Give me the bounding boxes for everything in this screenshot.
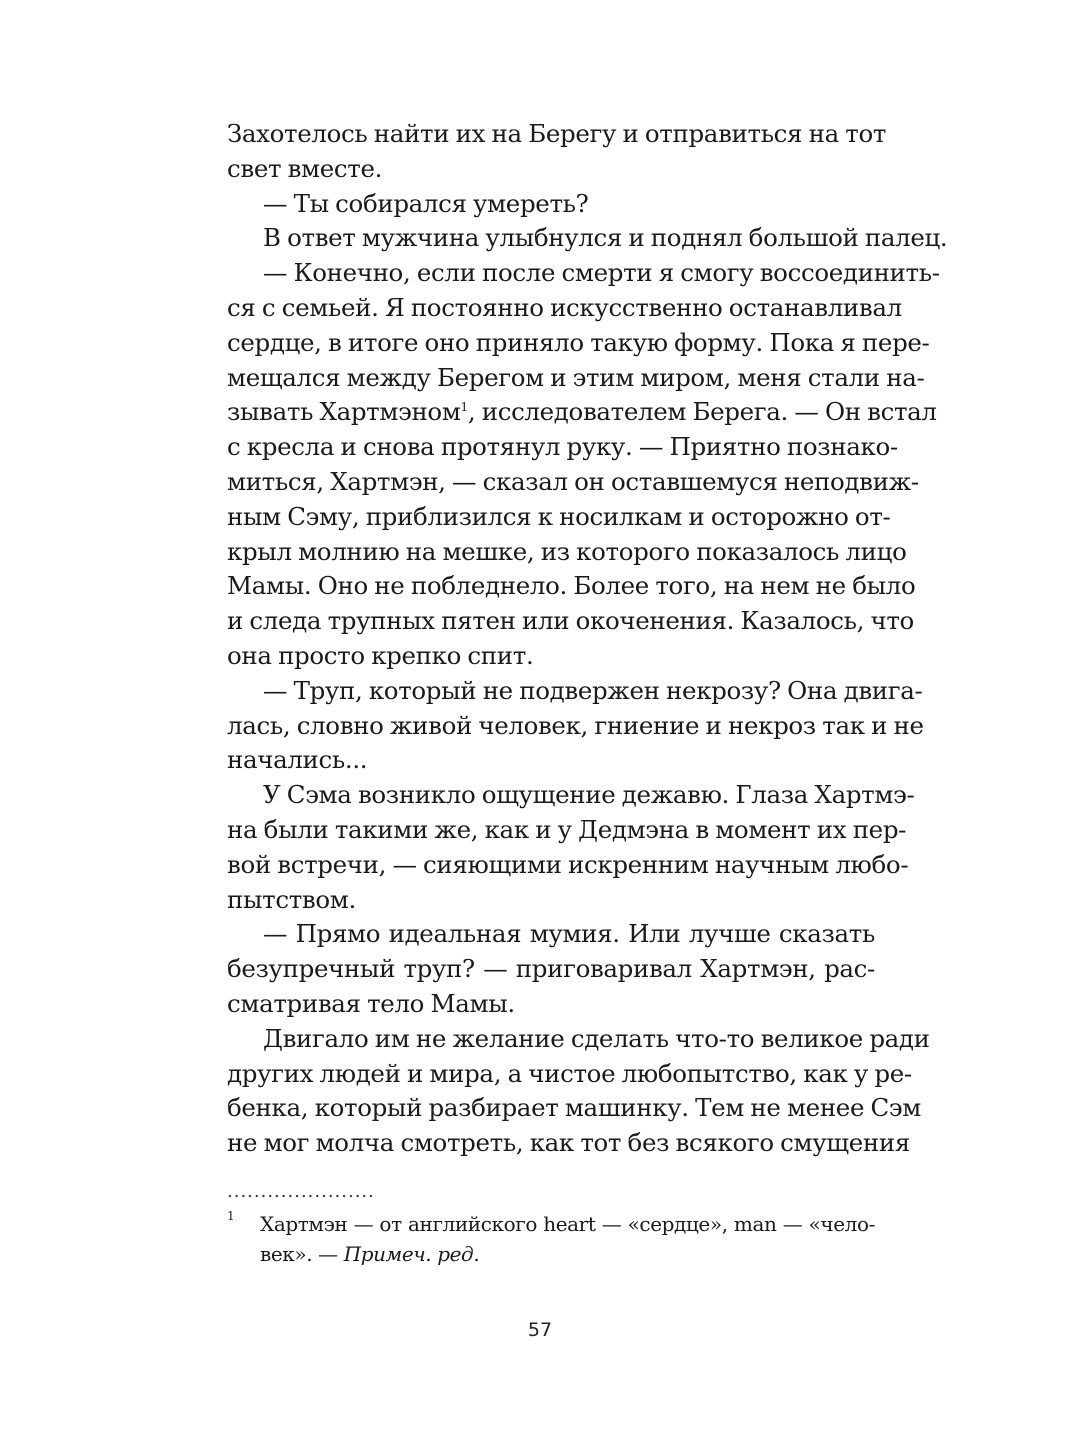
body-line-21: на были такими же, как и у Дедмэна в момент их пер- [227, 814, 907, 844]
body-line-3: — Ты собирался умереть? [263, 188, 589, 218]
body-line-9 [227, 395, 937, 430]
footnote-reference[interactable]: 1 [460, 400, 468, 415]
body-line-5: — Конечно, если после смерти я смогу воссоединить- [263, 258, 940, 288]
body-line-28: других людей и мира, а чистое любопытство, как у ре- [227, 1058, 912, 1088]
footnote-mark: 1 [227, 1209, 235, 1223]
body-text [227, 117, 948, 1161]
body-line-20: У Сэма возникло ощущение дежавю. Глаза Хартмэ- [263, 780, 915, 810]
body-line-9-tail: , исследователем Берега. — Он встал [467, 397, 937, 427]
body-line-27: Двигало им не желание сделать что-то великое ради [263, 1023, 930, 1053]
body-line-26: сматривая тело Мамы. [227, 988, 515, 1018]
body-line-9-head: зывать Хартмэном [227, 397, 461, 427]
footnote-line-2 [227, 1239, 875, 1269]
body-line-8: мещался между Берегом и этим миром, меня стали на- [227, 362, 925, 392]
body-line-17: — Труп, который не подвержен некрозу? Она двига- [263, 675, 923, 705]
body-line-10: с кресла и снова протянул руку. — Приятно познако- [227, 432, 898, 462]
page-number: 57 [527, 1319, 553, 1341]
body-line-7: сердце, в итоге оно приняло такую форму. Пока я пере- [227, 327, 930, 357]
body-line-13: крыл молнию на мешке, из которого показалось лицо [227, 536, 907, 566]
body-line-12: ным Сэму, приблизился к носилкам и осторожно от- [227, 501, 891, 531]
body-line-4: В ответ мужчина улыбнулся и поднял большой палец. [263, 223, 948, 253]
body-line-2: свет вместе. [227, 153, 383, 183]
body-line-11: миться, Хартмэн, — сказал он оставшемуся неподвиж- [227, 466, 919, 496]
body-line-22: вой встречи, — сияющими искренним научным любо- [227, 849, 909, 879]
body-line-6: ся с семьей. Я постоянно искусственно останавливал [227, 292, 902, 322]
body-line-18: лась, словно живой человек, гниение и некроз так и не [227, 710, 924, 740]
body-line-29: бенка, который разбирает машинку. Тем не менее Сэм [227, 1093, 922, 1123]
body-line-1: Захотелось найти их на Берегу и отправиться на тот [227, 119, 887, 148]
editor-note: Примеч. ред. [343, 1242, 480, 1266]
footnote-separator: ...................... [227, 1181, 375, 1202]
footnote-line-1: Хартмэн — от английского heart — «сердце», man — «чело- [260, 1212, 875, 1236]
footnote [227, 1209, 875, 1269]
body-line-30: не мог молча смотреть, как тот без всякого смущения [227, 1128, 910, 1158]
body-line-16: она просто крепко спит. [227, 640, 534, 670]
body-line-23: пытством. [227, 884, 356, 914]
body-line-19: начались... [227, 745, 368, 775]
body-line-24: — Прямо идеальная мумия. Или лучше сказать [263, 919, 875, 949]
body-line-15: и следа трупных пятен или окоченения. Казалось, что [227, 606, 914, 636]
body-line-14: Мамы. Оно не побледнело. Более того, на нем не было [227, 571, 916, 601]
footnote-line-2-text: век». — [260, 1242, 344, 1266]
body-line-25: безупречный труп? — приговаривал Хартмэн, рас- [227, 954, 875, 984]
